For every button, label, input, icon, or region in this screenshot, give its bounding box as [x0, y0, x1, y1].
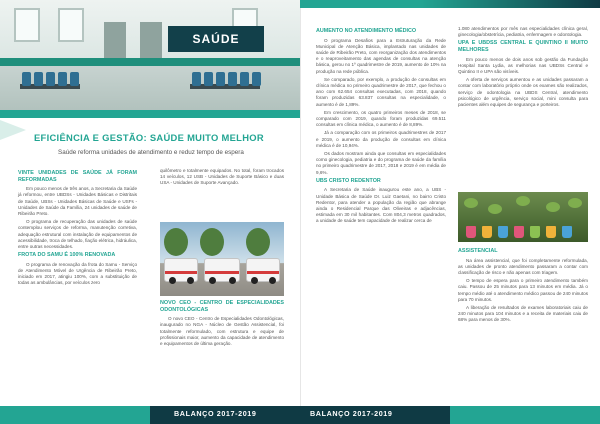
decorative-triangle	[0, 120, 26, 140]
paragraph: A oferta de serviços aumentou e as unidades passaram a contar com laboratório próprio onde os exames são realizados, serviço de odontologia na UBDS Central, atendimento psicológico de urgência, serviço social, mini consulta para pacientes além equipes de segurança e porteiros.	[458, 77, 588, 108]
paragraph: O programa Desafios para a Estruturação da Rede Municipal de Atenção Básica, implantado nas unidades de saúde de Ribeirão Preto, com reorganização dos atendimentos e o reaproveitamento das agendas de consultas na atenção básica, gerou no 1º quadrimestre de 2019, aumento de 10% na produção na rede pública.	[316, 37, 446, 74]
footer-bar	[0, 406, 600, 424]
paragraph: A liberação de resultados de exames laboratoriais caiu de 240 minutos para 104 minutos e a receita de materiais caiu de 68% para menos de 30%.	[458, 305, 588, 323]
ambulance-photo	[160, 222, 284, 296]
top-color-bar	[300, 0, 600, 8]
paragraph: A Secretaria de Saúde inaugurou este ano, a UBS - Unidade Básica de Saúde Dr. Luiz Gaetani, no bairro Cristo Redentor, para atender a população da região que abrange ainda o Residencial Parque das Oliveiras e adjacências, estimada em 30 mil habitantes. Com 804,3 metros quadrados, a unidade de saúde tem capacidade de realizar cerca de	[316, 187, 446, 224]
paragraph: Em pouco menos de dois anos sob gestão da Fundação Hospital Santa Lydia, as melhorias nas UBDSs Central e Quintino II e UPA são visíveis.	[458, 56, 588, 74]
paragraph: Na área assistencial, que foi completamente reformulada, as unidades de pronto atendimento passaram a contar com classificação de risco e não apenas com triagem.	[458, 257, 588, 275]
heading-ceo: NOVO CEO - CENTRO DE ESPECIALIDADES ODONTOLÓGICAS	[160, 300, 284, 313]
left-column-2	[160, 168, 284, 189]
paragraph: Os dados mostram ainda que consultas em especialidades como ginecologia, pediatria e do programa de saúde da família no primeiro quadrimestre de 2017, 2018 e 2019 é em média de 9,6%.	[316, 151, 446, 175]
left-column-2-lower	[160, 298, 284, 349]
heading-reformadas: VINTE UNIDADES DE SAÚDE JÁ FORAM REFORMADAS	[18, 170, 137, 183]
paragraph: Em crescimento, os quatro primeiros meses de 2018, se comparado com 2019, quando foram produzidas 69.511 consultas em clínica médica, o aumento é de 8,89%.	[316, 109, 446, 128]
paragraph: O novo CEO - Centro de Especialidades Odontológicas, inaugurado no NGA - Núcleo de Gestão Assistencial, foi totalmente reformulado, com estrutura e equipe de profissionais maior, aumento da capacidade de atendimento e equipamentos de última geração.	[160, 316, 284, 346]
paragraph: O programa de renovação da frota do Samu - Serviço de Atendimento Móvel de Urgência de Ribeirão Preto, iniciado em 2017, atingiu 100%, com a substituição de todas as ambulâncias, por veículos zero	[18, 261, 137, 286]
paragraph: Já a comparação com os primeiros quadrimestres de 2017 e 2019, o aumento da produção de consultas em clínica médica é de 10,94%.	[316, 130, 446, 148]
right-column-2-lower	[458, 246, 588, 326]
paragraph: 1.080 atendimentos por mês nas especialidades clínica geral, ginecologia/obstetrícia, pediatria, enfermagem e odontologia.	[458, 26, 588, 38]
left-column-1	[18, 168, 137, 289]
heading-upa: UPA E UBDSS CENTRAL E QUINTINO II MUITO MELHORES	[458, 40, 588, 53]
garden-photo	[458, 192, 588, 242]
right-column-1	[316, 26, 446, 227]
page-headline: EFICIÊNCIA E GESTÃO: SAÚDE MUITO MELHOR	[34, 132, 264, 143]
heading-cristo-redentor: UBS CRISTO REDENTOR	[316, 177, 381, 184]
footer-label-right: BALANÇO 2017-2019	[310, 409, 393, 418]
paragraph: Em pouco menos de três anos, a Secretaria da Saúde já reformou, entre UBDSs - Unidades Básicas e Distritais de Saúde, UBSs - Unidades Básicas de Saúde e USFs - Unidades de Saúde da Família, 24 unidades de saúde de Ribeirão Preto.	[18, 186, 137, 216]
page-subhead: Saúde reforma unidades de atendimento e reduz tempo de espera	[58, 149, 244, 156]
heading-atendimento: AUMENTO NO ATENDIMENTO MÉDICO	[316, 28, 417, 34]
paragraph: quilômetro e totalmente equipados. No total, foram trocados 14 veículos, 12 USB - Unidades de Suporte Básico e duas USA - Unidades de Suporte Avançado.	[160, 168, 284, 186]
heading-assistencial: ASSISTENCIAL	[458, 248, 498, 254]
paragraph: O tempo de espera para o primeiro atendimento também caiu. Passou de 25 minutos para 13 minutos em média. Já o tempo médio até o atendimento médico passou de 240 minutos para 70 minutos.	[458, 278, 588, 302]
hospital-corridor-photo	[0, 0, 300, 118]
footer-label-left: BALANÇO 2017-2019	[174, 409, 257, 418]
section-tab: SAÚDE	[168, 26, 264, 52]
right-column-2	[458, 26, 588, 110]
heading-samu: FROTA DO SAMU É 100% RENOVADA	[18, 252, 116, 259]
paragraph: Se comparado, por exemplo, a produção de consultas em clínica médica no primeiro quadrimestre de 2017, que fechou o ano com 62.654 consultas executadas, com 2018, quando foram produzidas 63.837 consultas na especialidade, o aumento é de 1,89%.	[316, 76, 446, 107]
paragraph: O programa de recuperação das unidades de saúde contemplou serviços de reforma, manutenção corretiva, adequação estrutural com instalação de equipamentos de acessibilidade, troca de telhado, fiação elétrica, hidráulica, entre outras necessidades.	[18, 219, 137, 250]
